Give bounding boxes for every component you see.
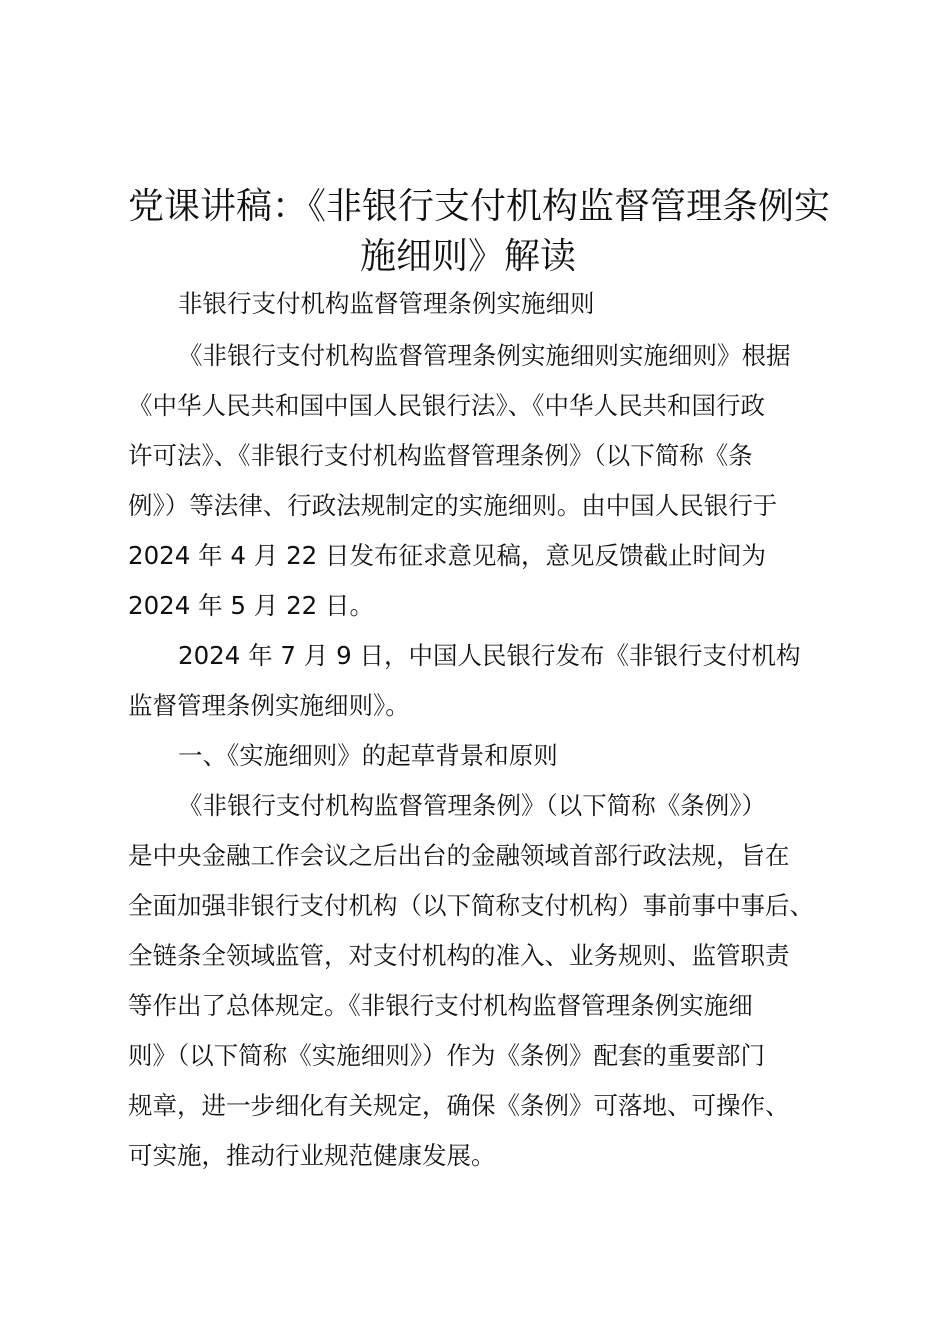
paragraph-line: 2024 年 5 月 22 日。 [128, 591, 375, 620]
paragraph-line: 许可法》、《非银行支付机构监督管理条例》（以下简称《条 [128, 441, 753, 470]
paragraph-line: 2024 年 4 月 22 日发布征求意见稿，意见反馈截止时间为 [128, 541, 767, 570]
paragraph-line: 2024 年 7 月 9 日，中国人民银行发布《非银行支付机构 [178, 641, 801, 670]
paragraph-line: 可实施，推动行业规范健康发展。 [128, 1141, 496, 1170]
document-title-line-1: 党课讲稿：《非银行支付机构监督管理条例实 [128, 186, 831, 227]
paragraph-line: 《中华人民共和国中国人民银行法》、《中华人民共和国行政 [128, 391, 765, 420]
paragraph-line: 例》）等法律、行政法规制定的实施细则。由中国人民银行于 [128, 491, 778, 520]
document-subtitle: 非银行支付机构监督管理条例实施细则 [178, 289, 595, 318]
paragraph-line: 全链条全领域监管，对支付机构的准入、业务规则、监管职责 [128, 941, 790, 970]
paragraph-line: 监督管理条例实施细则》。 [128, 691, 410, 720]
paragraph-line: 全面加强非银行支付机构（以下简称支付机构）事前事中事后、 [128, 891, 814, 920]
paragraph-line: 是中央金融工作会议之后出台的金融领域首部行政法规，旨在 [128, 841, 790, 870]
paragraph-line: 则》（以下简称《实施细则》）作为《条例》配套的重要部门 [128, 1041, 765, 1070]
document-title-line-2: 施细则》解读 [360, 236, 577, 277]
paragraph-line: 《非银行支付机构监督管理条例实施细则实施细则》根据 [178, 341, 791, 370]
section-heading: 一、《实施细则》的起草背景和原则 [178, 741, 558, 770]
paragraph-line: 等作出了总体规定。《非银行支付机构监督管理条例实施细 [128, 991, 753, 1020]
paragraph-line: 规章，进一步细化有关规定，确保《条例》可落地、可操作、 [128, 1091, 790, 1120]
paragraph-line: 《非银行支付机构监督管理条例》（以下简称《条例》） [178, 791, 766, 820]
